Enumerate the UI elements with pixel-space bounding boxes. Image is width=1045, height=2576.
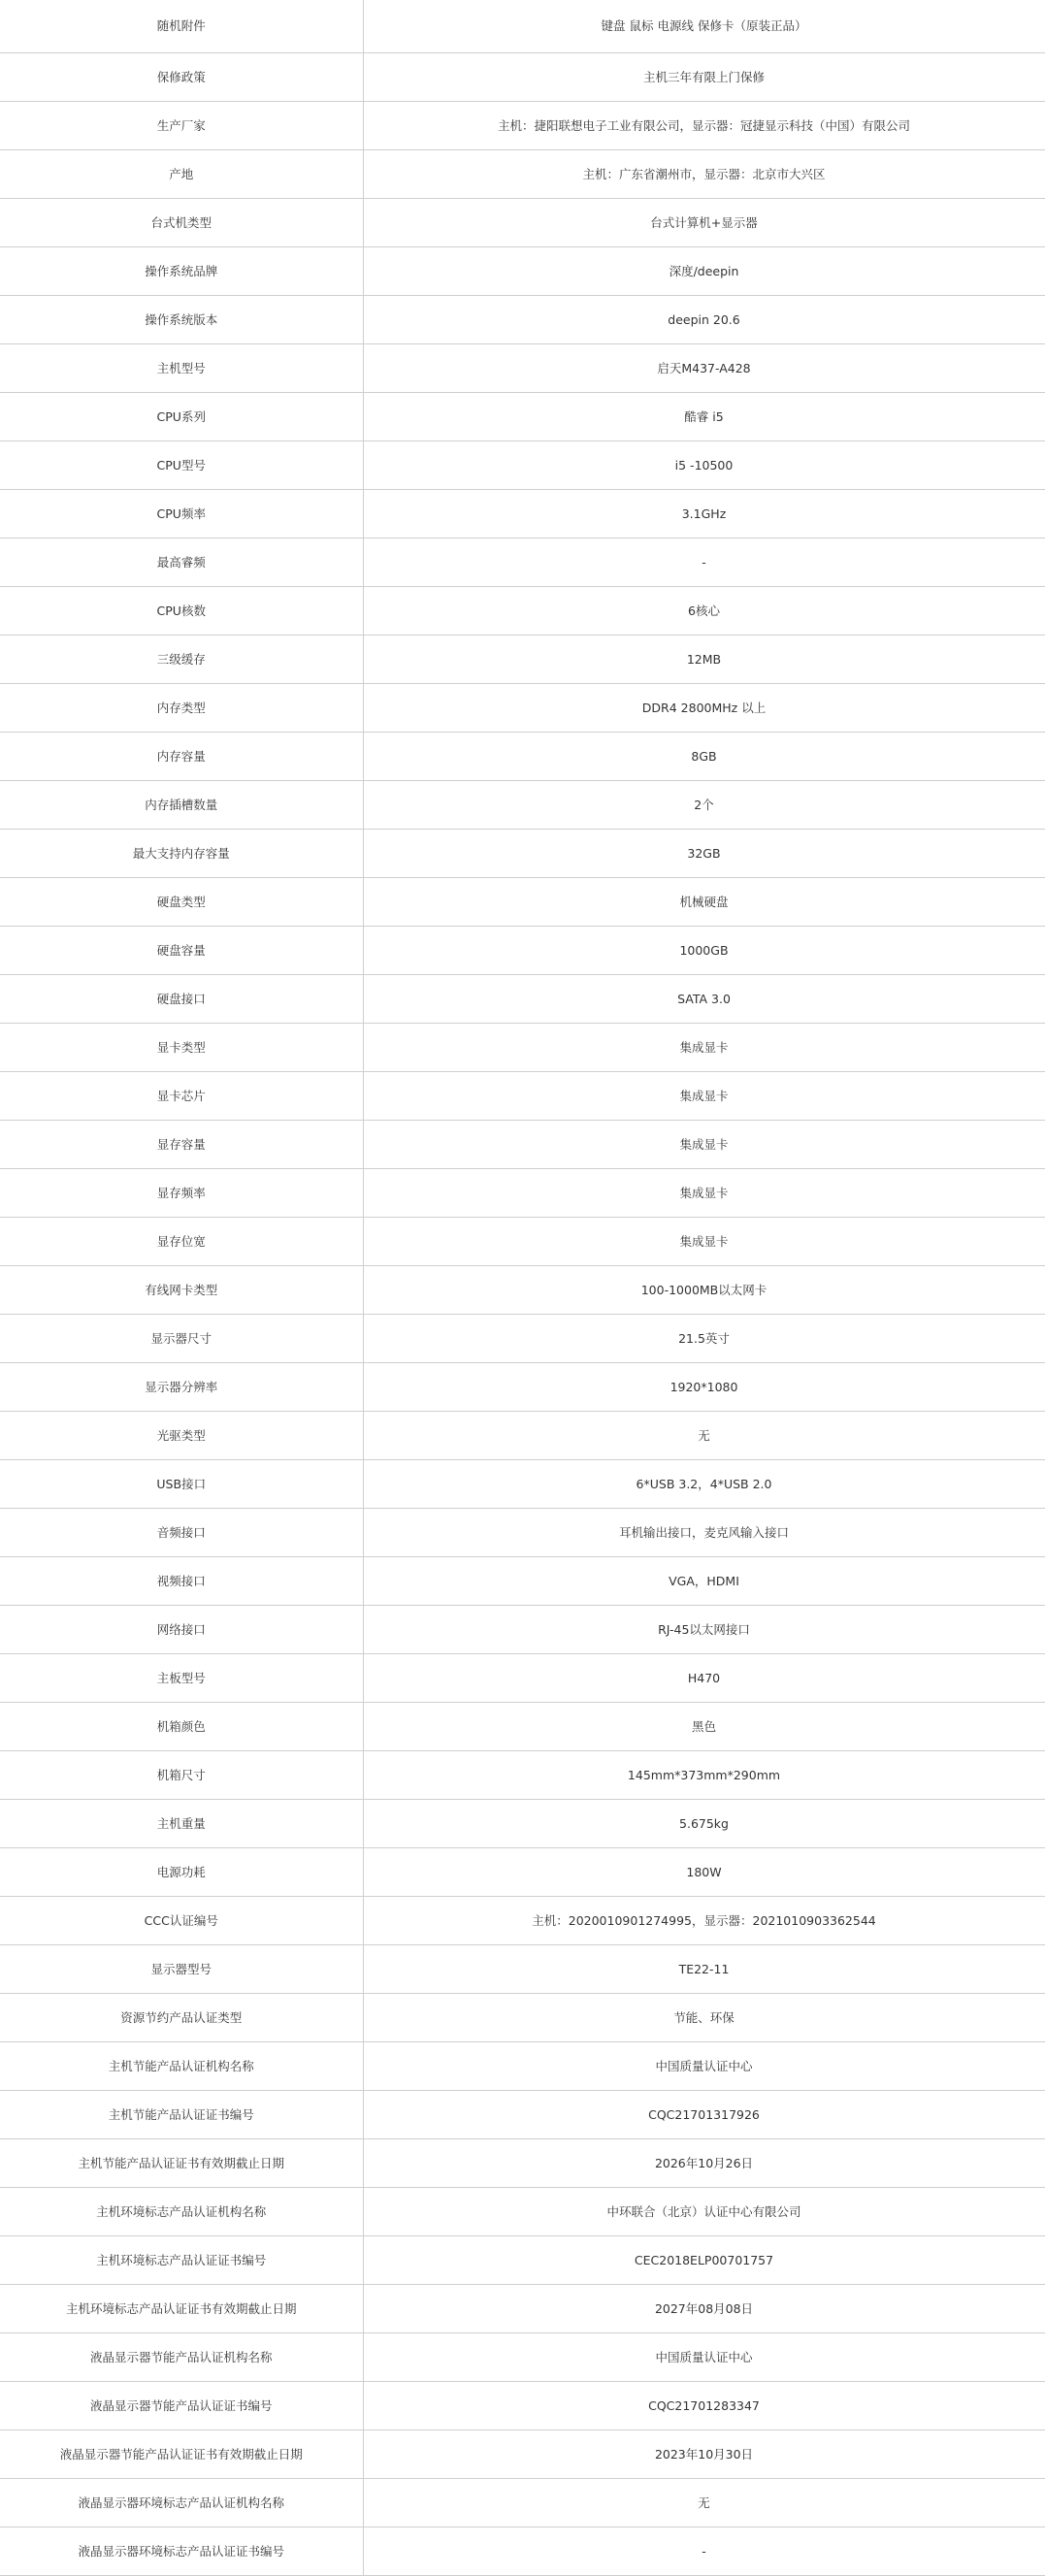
- table-row: [0, 344, 1045, 393]
- table-row: [0, 587, 1045, 636]
- spec-label: 主机型号: [0, 344, 363, 393]
- spec-value: 2023年10月30日: [363, 2430, 1045, 2479]
- spec-label: 内存类型: [0, 684, 363, 733]
- table-row: [0, 878, 1045, 927]
- spec-label: 随机附件: [0, 0, 363, 53]
- spec-value: 机械硬盘: [363, 878, 1045, 927]
- spec-label: CPU系列: [0, 393, 363, 441]
- spec-value: 100-1000MB以太网卡: [363, 1266, 1045, 1315]
- spec-value: 主机：广东省潮州市，显示器：北京市大兴区: [363, 150, 1045, 199]
- spec-value: 5.675kg: [363, 1800, 1045, 1848]
- spec-value: 集成显卡: [363, 1169, 1045, 1218]
- spec-value: CQC21701283347: [363, 2382, 1045, 2430]
- spec-value: 台式计算机+显示器: [363, 199, 1045, 247]
- table-row: [0, 1024, 1045, 1072]
- table-row: [0, 1703, 1045, 1751]
- spec-label: CCC认证编号: [0, 1897, 363, 1945]
- spec-label: 显示器型号: [0, 1945, 363, 1994]
- spec-value: TE22-11: [363, 1945, 1045, 1994]
- spec-label: 主机环境标志产品认证证书编号: [0, 2236, 363, 2285]
- table-row: [0, 2430, 1045, 2479]
- spec-value: VGA，HDMI: [363, 1557, 1045, 1606]
- spec-value: 3.1GHz: [363, 490, 1045, 538]
- spec-label: 显卡类型: [0, 1024, 363, 1072]
- table-row: [0, 1751, 1045, 1800]
- table-row: [0, 1800, 1045, 1848]
- spec-value: 主机三年有限上门保修: [363, 53, 1045, 102]
- spec-label: 液晶显示器环境标志产品认证证书编号: [0, 2527, 363, 2576]
- table-row: [0, 538, 1045, 587]
- table-row: [0, 2188, 1045, 2236]
- spec-label: 显示器分辨率: [0, 1363, 363, 1412]
- table-row: [0, 636, 1045, 684]
- spec-label: 液晶显示器节能产品认证证书编号: [0, 2382, 363, 2430]
- spec-label: 主机节能产品认证证书有效期截止日期: [0, 2139, 363, 2188]
- spec-value: 中国质量认证中心: [363, 2042, 1045, 2091]
- table-row: [0, 2479, 1045, 2527]
- spec-label: CPU型号: [0, 441, 363, 490]
- spec-value: H470: [363, 1654, 1045, 1703]
- spec-label: 内存容量: [0, 733, 363, 781]
- table-row: [0, 1412, 1045, 1460]
- table-row: [0, 1509, 1045, 1557]
- table-row: [0, 0, 1045, 53]
- spec-label: CPU频率: [0, 490, 363, 538]
- table-row: [0, 2236, 1045, 2285]
- table-row: [0, 1848, 1045, 1897]
- spec-value: 节能、环保: [363, 1994, 1045, 2042]
- spec-value: 21.5英寸: [363, 1315, 1045, 1363]
- spec-value: -: [363, 538, 1045, 587]
- spec-label: 液晶显示器节能产品认证机构名称: [0, 2333, 363, 2382]
- spec-value: CEC2018ELP00701757: [363, 2236, 1045, 2285]
- table-row: [0, 150, 1045, 199]
- spec-label: 主机环境标志产品认证证书有效期截止日期: [0, 2285, 363, 2333]
- spec-label: 网络接口: [0, 1606, 363, 1654]
- table-row: [0, 1266, 1045, 1315]
- table-row: [0, 1945, 1045, 1994]
- table-row: [0, 2527, 1045, 2576]
- table-row: [0, 247, 1045, 296]
- table-row: [0, 975, 1045, 1024]
- spec-label: 硬盘类型: [0, 878, 363, 927]
- table-row: [0, 733, 1045, 781]
- spec-label: 硬盘接口: [0, 975, 363, 1024]
- spec-value: 145mm*373mm*290mm: [363, 1751, 1045, 1800]
- spec-label: 资源节约产品认证类型: [0, 1994, 363, 2042]
- spec-label: 音频接口: [0, 1509, 363, 1557]
- spec-value: 中环联合（北京）认证中心有限公司: [363, 2188, 1045, 2236]
- spec-value: 启天M437-A428: [363, 344, 1045, 393]
- table-row: [0, 1994, 1045, 2042]
- table-row: [0, 2042, 1045, 2091]
- spec-label: 电源功耗: [0, 1848, 363, 1897]
- spec-label: 显卡芯片: [0, 1072, 363, 1121]
- spec-label: 主机重量: [0, 1800, 363, 1848]
- spec-label: 机箱尺寸: [0, 1751, 363, 1800]
- spec-value: deepin 20.6: [363, 296, 1045, 344]
- spec-value: 无: [363, 1412, 1045, 1460]
- spec-value: 集成显卡: [363, 1024, 1045, 1072]
- spec-label: 硬盘容量: [0, 927, 363, 975]
- spec-label: 机箱颜色: [0, 1703, 363, 1751]
- spec-value: 集成显卡: [363, 1218, 1045, 1266]
- spec-value: 6*USB 3.2，4*USB 2.0: [363, 1460, 1045, 1509]
- spec-label: CPU核数: [0, 587, 363, 636]
- spec-value: 主机：2020010901274995，显示器：2021010903362544: [363, 1897, 1045, 1945]
- table-row: [0, 1072, 1045, 1121]
- table-row: [0, 2285, 1045, 2333]
- spec-label: 最高睿频: [0, 538, 363, 587]
- table-row: [0, 927, 1045, 975]
- spec-label: 光驱类型: [0, 1412, 363, 1460]
- spec-label: 产地: [0, 150, 363, 199]
- table-row: [0, 2333, 1045, 2382]
- spec-value: 无: [363, 2479, 1045, 2527]
- spec-label: 主机环境标志产品认证机构名称: [0, 2188, 363, 2236]
- spec-value: CQC21701317926: [363, 2091, 1045, 2139]
- spec-label: 生产厂家: [0, 102, 363, 150]
- spec-value: 黑色: [363, 1703, 1045, 1751]
- spec-label: 有线网卡类型: [0, 1266, 363, 1315]
- table-row: [0, 1460, 1045, 1509]
- table-row: [0, 199, 1045, 247]
- spec-label: 三级缓存: [0, 636, 363, 684]
- table-row: [0, 1218, 1045, 1266]
- spec-label: 操作系统版本: [0, 296, 363, 344]
- spec-label: 显示器尺寸: [0, 1315, 363, 1363]
- table-row: [0, 441, 1045, 490]
- table-row: [0, 1121, 1045, 1169]
- spec-label: 显存位宽: [0, 1218, 363, 1266]
- spec-value: 深度/deepin: [363, 247, 1045, 296]
- table-row: [0, 296, 1045, 344]
- table-row: [0, 1897, 1045, 1945]
- table-row: [0, 2139, 1045, 2188]
- spec-value: 中国质量认证中心: [363, 2333, 1045, 2382]
- table-row: [0, 781, 1045, 830]
- spec-label: 显存频率: [0, 1169, 363, 1218]
- spec-value: SATA 3.0: [363, 975, 1045, 1024]
- table-row: [0, 1315, 1045, 1363]
- table-row: [0, 2382, 1045, 2430]
- spec-value: i5 -10500: [363, 441, 1045, 490]
- spec-value: -: [363, 2527, 1045, 2576]
- spec-label: 操作系统品牌: [0, 247, 363, 296]
- spec-value: 耳机输出接口，麦克风输入接口: [363, 1509, 1045, 1557]
- spec-value: RJ-45以太网接口: [363, 1606, 1045, 1654]
- spec-label: 液晶显示器环境标志产品认证机构名称: [0, 2479, 363, 2527]
- table-row: [0, 684, 1045, 733]
- spec-value: 2个: [363, 781, 1045, 830]
- table-row: [0, 53, 1045, 102]
- spec-label: 主板型号: [0, 1654, 363, 1703]
- spec-value: 酷睿 i5: [363, 393, 1045, 441]
- spec-label: 显存容量: [0, 1121, 363, 1169]
- spec-label: 主机节能产品认证证书编号: [0, 2091, 363, 2139]
- table-row: [0, 1169, 1045, 1218]
- table-row: [0, 1654, 1045, 1703]
- table-row: [0, 830, 1045, 878]
- table-row: [0, 393, 1045, 441]
- spec-label: 最大支持内存容量: [0, 830, 363, 878]
- spec-value: 12MB: [363, 636, 1045, 684]
- spec-value: 集成显卡: [363, 1121, 1045, 1169]
- spec-value: 180W: [363, 1848, 1045, 1897]
- spec-label: USB接口: [0, 1460, 363, 1509]
- spec-value: 6核心: [363, 587, 1045, 636]
- table-row: [0, 1606, 1045, 1654]
- spec-label: 内存插槽数量: [0, 781, 363, 830]
- spec-label: 液晶显示器节能产品认证证书有效期截止日期: [0, 2430, 363, 2479]
- spec-value: 2027年08月08日: [363, 2285, 1045, 2333]
- spec-value: 1000GB: [363, 927, 1045, 975]
- spec-label: 视频接口: [0, 1557, 363, 1606]
- spec-value: 32GB: [363, 830, 1045, 878]
- spec-label: 主机节能产品认证机构名称: [0, 2042, 363, 2091]
- table-row: [0, 2091, 1045, 2139]
- table-row: [0, 1363, 1045, 1412]
- spec-value: 主机：捷阳联想电子工业有限公司，显示器：冠捷显示科技（中国）有限公司: [363, 102, 1045, 150]
- spec-value: 键盘 鼠标 电源线 保修卡（原装正品）: [363, 0, 1045, 53]
- spec-label: 台式机类型: [0, 199, 363, 247]
- spec-value: 2026年10月26日: [363, 2139, 1045, 2188]
- spec-value: 8GB: [363, 733, 1045, 781]
- spec-value: 1920*1080: [363, 1363, 1045, 1412]
- table-row: [0, 102, 1045, 150]
- spec-value: DDR4 2800MHz 以上: [363, 684, 1045, 733]
- table-row: [0, 490, 1045, 538]
- table-row: [0, 1557, 1045, 1606]
- spec-value: 集成显卡: [363, 1072, 1045, 1121]
- spec-label: 保修政策: [0, 53, 363, 102]
